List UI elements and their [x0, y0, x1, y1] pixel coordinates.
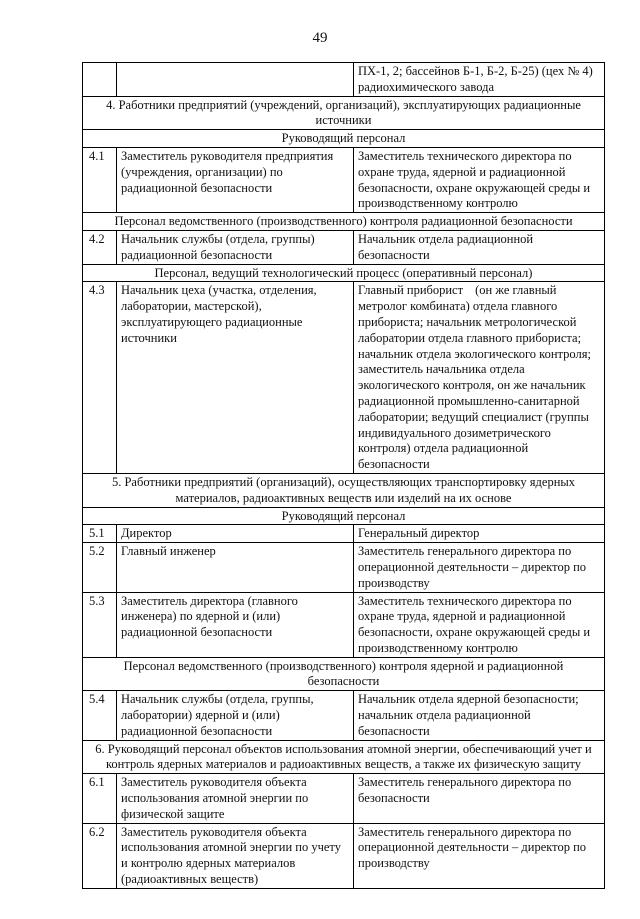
supervisor-cell: ПХ-1, 2; бассейнов Б-1, Б-2, Б-25) (цех № 4) радиохимического завода [354, 63, 605, 97]
position-cell: Заместитель директора (главного инженера) по ядерной и (или) радиационной безопасности [117, 592, 354, 657]
position-cell: Начальник службы (отдела, группы, лаборатории) ядерной и (или) радиационной безопасности [117, 691, 354, 740]
table-row [83, 691, 605, 740]
table-row [83, 63, 605, 97]
item-number-cell: 5.4 [83, 691, 117, 740]
supervisor-cell: Заместитель генерального директора по операционной деятельности – директор по производству [354, 543, 605, 592]
item-number-cell: 5.2 [83, 543, 117, 592]
position-cell [117, 63, 354, 97]
table-row [83, 230, 605, 264]
item-number-cell: 4.2 [83, 230, 117, 264]
position-cell: Заместитель руководителя предприятия (учреждения, организации) по радиационной безопасности [117, 147, 354, 212]
supervisor-cell: Заместитель генерального директора по безопасности [354, 774, 605, 823]
positions-table [82, 62, 605, 889]
subsection-heading: Персонал ведомственного (производственного) контроля ядерной и радиационной безопасности [83, 657, 605, 691]
item-number-cell: 5.1 [83, 525, 117, 543]
item-number-cell: 4.3 [83, 282, 117, 474]
section-heading: 4. Работники предприятий (учреждений, организаций), эксплуатирующих радиационные источники [83, 96, 605, 130]
item-number-cell: 6.1 [83, 774, 117, 823]
item-number-cell: 5.3 [83, 592, 117, 657]
section-heading-row [83, 96, 605, 130]
item-number-cell [83, 63, 117, 97]
table-row [83, 525, 605, 543]
position-cell: Заместитель руководителя объекта использования атомной энергии по физической защите [117, 774, 354, 823]
subsection-heading-row [83, 213, 605, 231]
position-cell: Начальник цеха (участка, отделения, лаборатории, мастерской), эксплуатирующего радиационные источники [117, 282, 354, 474]
subsection-heading-row [83, 657, 605, 691]
subsection-heading: Руководящий персонал [83, 130, 605, 148]
section-heading: 6. Руководящий персонал объектов использования атомной энергии, обеспечивающий учет и контроль ядерных материалов и радиоактивных веществ, а также их физическую защиту [83, 740, 605, 774]
item-number-cell: 6.2 [83, 823, 117, 888]
section-heading: 5. Работники предприятий (организаций), осуществляющих транспортировку ядерных материалов, радиоактивных веществ или изделий на их основе [83, 473, 605, 507]
subsection-heading: Персонал ведомственного (производственного) контроля радиационной безопасности [83, 213, 605, 231]
table-row [83, 592, 605, 657]
section-heading-row [83, 473, 605, 507]
supervisor-cell: Заместитель технического директора по охране труда, ядерной и радиационной безопасности, охране окружающей среды и производственному контролю [354, 592, 605, 657]
page-number: 49 [312, 30, 328, 46]
item-number-cell: 4.1 [83, 147, 117, 212]
subsection-heading-row [83, 130, 605, 148]
supervisor-cell: Начальник отдела ядерной безопасности; начальник отдела радиационной безопасности [354, 691, 605, 740]
table-body [83, 63, 605, 889]
table-row [83, 147, 605, 212]
supervisor-cell: Заместитель технического директора по охране труда, ядерной и радиационной безопасности, охране окружающей среды и производственному контролю [354, 147, 605, 212]
supervisor-cell: Начальник отдела радиационной безопасности [354, 230, 605, 264]
supervisor-cell: Генеральный директор [354, 525, 605, 543]
subsection-heading: Руководящий персонал [83, 507, 605, 525]
position-cell: Директор [117, 525, 354, 543]
subsection-heading-row [83, 264, 605, 282]
table-row [83, 823, 605, 888]
position-cell: Начальник службы (отдела, группы) радиационной безопасности [117, 230, 354, 264]
supervisor-cell: Заместитель генерального директора по операционной деятельности – директор по производству [354, 823, 605, 888]
position-cell: Заместитель руководителя объекта использования атомной энергии по учету и контролю ядерных материалов (радиоактивных веществ) [117, 823, 354, 888]
section-heading-row [83, 740, 605, 774]
subsection-heading-row [83, 507, 605, 525]
table-row [83, 774, 605, 823]
position-cell: Главный инженер [117, 543, 354, 592]
table-row [83, 543, 605, 592]
table-row [83, 282, 605, 474]
subsection-heading: Персонал, ведущий технологический процесс (оперативный персонал) [83, 264, 605, 282]
supervisor-cell: Главный прибористﾠ(он же главный метролог комбината) отдела главного прибориста; начальник метрологической лаборатории отдела главного прибориста; начальник отдела экологического контроля; заместитель начальника отдела экологического контроля, он же начальник радиационной промышленно-санитарной лаборатории; ведущий специалист (группы индивидуального дозиметрического контроля) отдела радиационной безопасности [354, 282, 605, 474]
